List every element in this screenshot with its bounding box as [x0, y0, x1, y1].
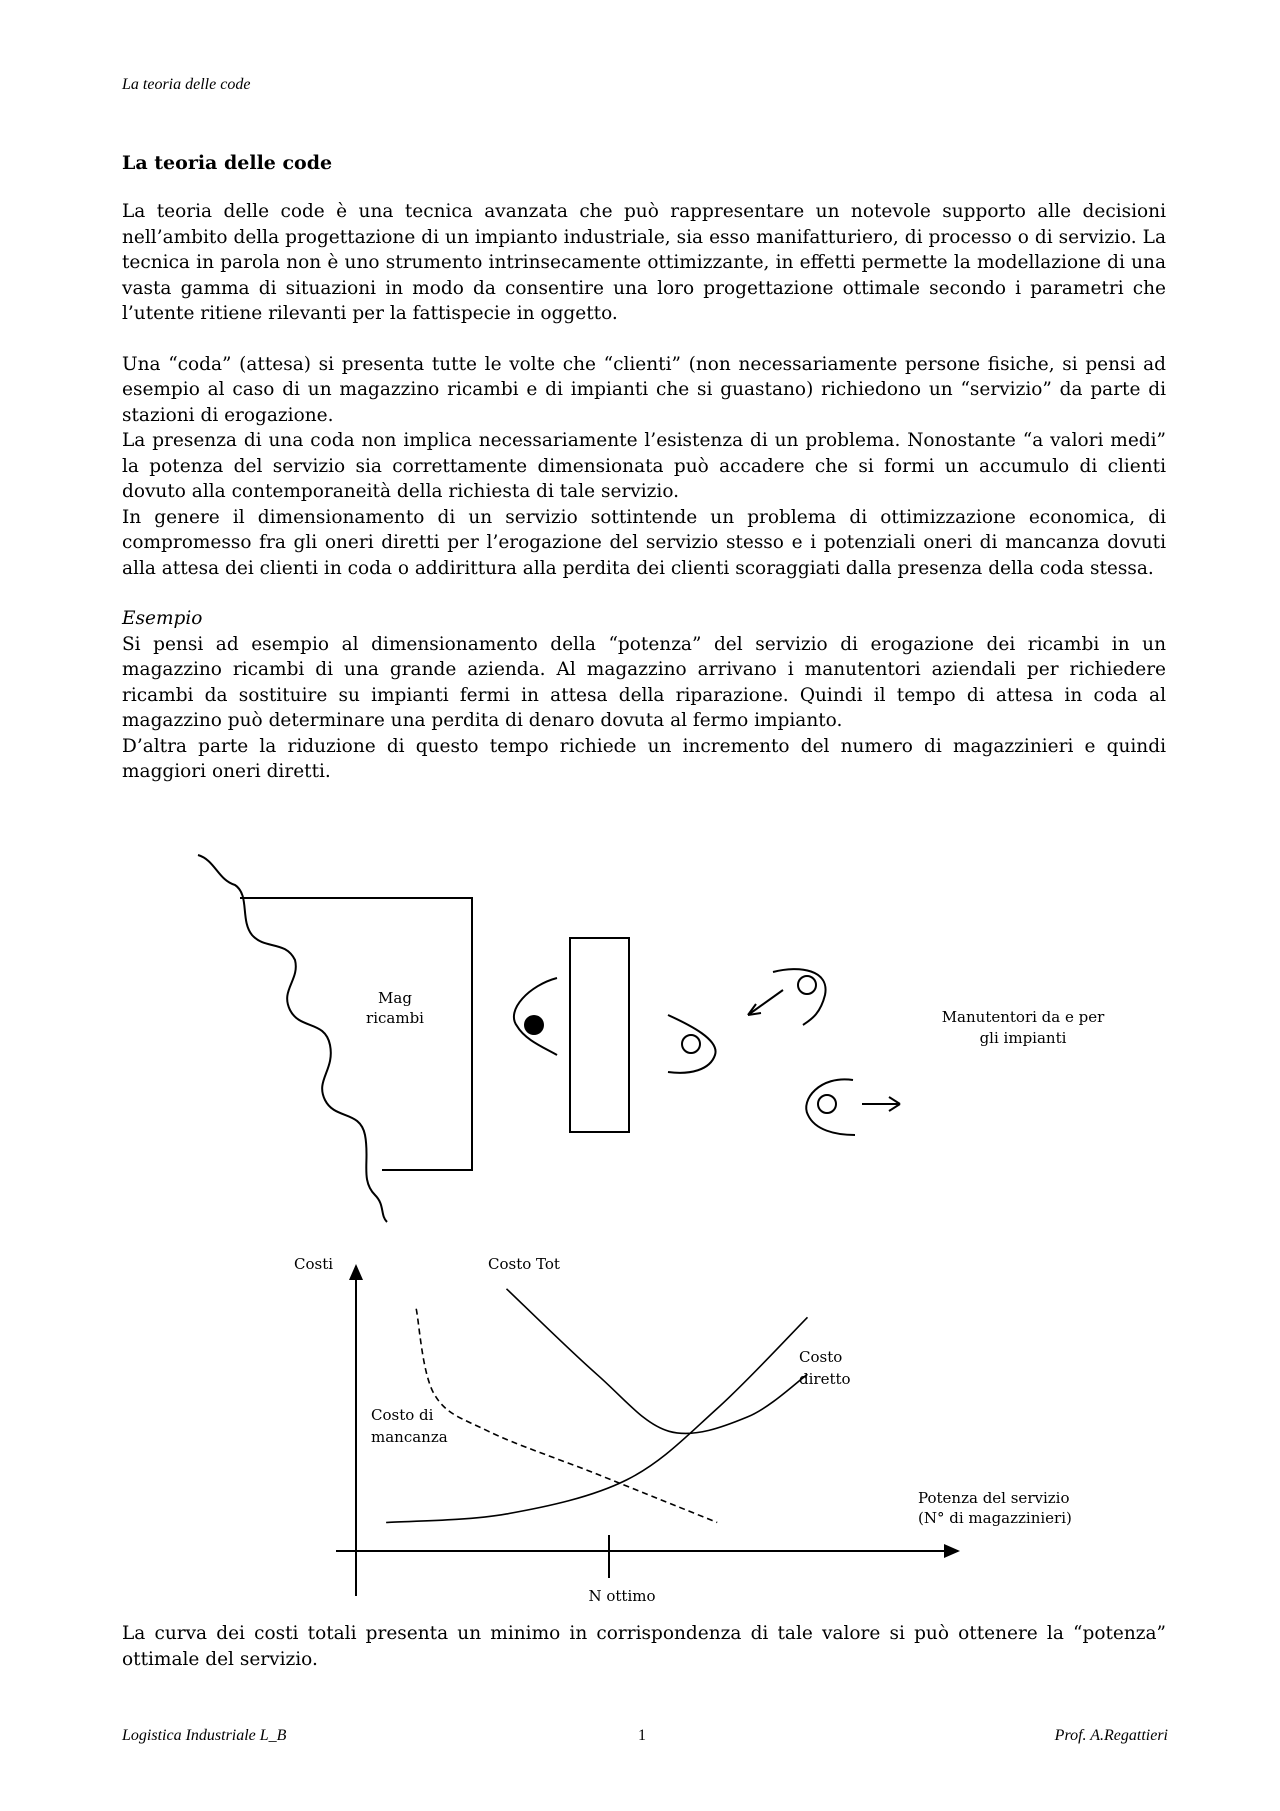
- series-label-costo-diretto-2: diretto: [799, 1370, 851, 1388]
- people-label-2: gli impianti: [979, 1029, 1067, 1047]
- x-axis-label-2: (N° di magazzinieri): [918, 1509, 1072, 1527]
- series-line-costo-tot: [507, 1289, 808, 1434]
- paragraph-queue-definition: Una “coda” (attesa) si presenta tutte le volte che “clienti” (non necessariamente persone fisiche, si pensi ad esempio al caso di un magazzino ricambi e di impianti che si guastano) richiedono un “servizio” da parte di stazioni di erogazione.: [122, 353, 1166, 426]
- wall-wavy-line: [198, 855, 387, 1222]
- people-label-1: Manutentori da e per: [941, 1008, 1105, 1026]
- closing-paragraph-wrap: [122, 1621, 1166, 1672]
- warehouse-label-1: Mag: [378, 989, 412, 1007]
- optimum-label: N ottimo: [588, 1587, 656, 1605]
- running-header: La teoria delle code: [122, 76, 251, 93]
- queue-diagram: [198, 855, 1105, 1222]
- footer-course: Logistica Industriale L_B: [122, 1727, 287, 1744]
- x-axis-arrowhead: [944, 1544, 960, 1558]
- series-label-costo-di-mancanza-2: mancanza: [371, 1428, 448, 1446]
- x-axis-label-1: Potenza del servizio: [918, 1489, 1070, 1507]
- person-leaving-icon: [806, 1079, 900, 1135]
- person-arriving-icon: [748, 969, 826, 1025]
- person-served-icon: [514, 978, 557, 1055]
- paragraph-dimensioning: In genere il dimensionamento di un servizio sottintende un problema di ottimizzazione economica, di compromesso fra gli oneri diretti per l’erogazione del servizio stesso e i potenziali oneri di mancanza dovuti alla attesa dei clienti in coda o addirittura alla perdita dei clienti scoraggiati dalla presenza della coda stessa.: [122, 506, 1166, 579]
- series-line-costo-di-mancanza: [416, 1309, 717, 1523]
- footer-page-number: 1: [638, 1727, 646, 1744]
- y-axis-arrowhead: [349, 1264, 363, 1280]
- paragraph-closing: La curva dei costi totali presenta un minimo in corrispondenza di tale valore si può ottenere la “potenza” ottimale del servizio.: [122, 1623, 1166, 1670]
- main-content: [122, 152, 1166, 785]
- example-label: Esempio: [122, 608, 203, 629]
- series-label-costo-diretto-1: Costo: [799, 1348, 843, 1366]
- series-label-costo-tot-1: Costo Tot: [488, 1255, 560, 1273]
- warehouse-box: [240, 898, 472, 1170]
- series-label-costo-di-mancanza-1: Costo di: [371, 1406, 434, 1424]
- y-axis-label: Costi: [294, 1255, 334, 1273]
- paragraph-intro: La teoria delle code è una tecnica avanzata che può rappresentare un notevole supporto alle decisioni nell’ambito della progettazione di un impianto industriale, sia esso manifatturiero, di processo o di servizio. La tecnica in parola non è uno strumento intrinsecamente ottimizzante, in effetti permette la modellazione di una vasta gamma di situazioni in modo da consentire una loro progettazione ottimale secondo i parametri che l’utente ritiene rilevanti per la fattispecie in oggetto.: [122, 201, 1166, 324]
- footer-author: Prof. A.Regattieri: [1054, 1727, 1168, 1744]
- warehouse-label-2: ricambi: [366, 1009, 424, 1027]
- paragraph-example-2: D’altra parte la riduzione di questo tempo richiede un incremento del numero di magazzinieri e quindi maggiori oneri diretti.: [122, 735, 1166, 782]
- person-waiting-icon: [668, 1015, 716, 1073]
- paragraph-queue-presence: La presenza di una coda non implica necessariamente l’esistenza di un problema. Nonostante “a valori medi” la potenza del servizio sia correttamente dimensionata può accadere che si formi un accumulo di clienti dovuto alla contemporaneità della richiesta di tale servizio.: [122, 430, 1166, 502]
- service-counter: [570, 938, 629, 1132]
- cost-chart: [294, 1255, 1072, 1605]
- paragraph-example-1: Si pensi ad esempio al dimensionamento della “potenza” del servizio di erogazione dei ricambi in un magazzino ricambi di una grande azienda. Al magazzino arrivano i manutentori aziendali per richiedere ricambi da sostituire su impianti fermi in attesa della riparazione. Quindi il tempo di attesa in coda al magazzino può determinare una perdita di denaro dovuta al fermo impianto.: [122, 633, 1166, 731]
- series-line-costo-diretto: [386, 1317, 807, 1522]
- section-title: La teoria delle code: [122, 152, 333, 174]
